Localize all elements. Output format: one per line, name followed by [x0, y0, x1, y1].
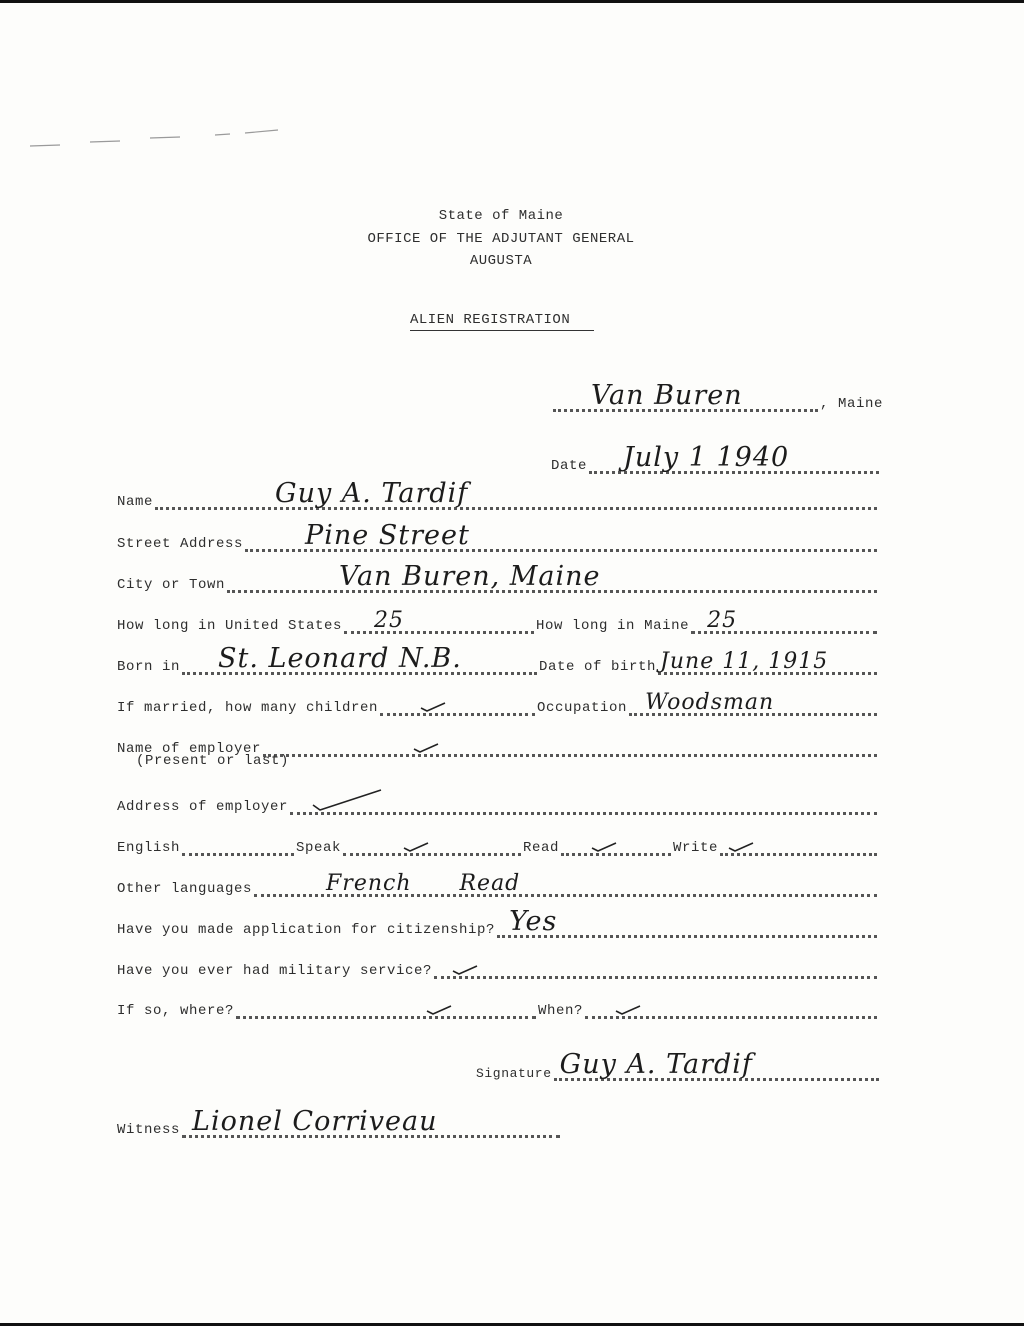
- street-handwritten: Pine Street: [305, 520, 470, 551]
- signature-handwritten: Guy A. Tardif: [559, 1049, 753, 1080]
- where-label: If so, where?: [117, 1003, 235, 1019]
- scan-artifact-marks: [30, 128, 280, 148]
- children-label: If married, how many children: [117, 700, 379, 716]
- read-label: Read: [523, 840, 560, 856]
- born-in-field[interactable]: [182, 643, 537, 675]
- checkmark-icon: [728, 842, 754, 852]
- english-label: English: [117, 840, 181, 856]
- us-duration-handwritten: 25: [374, 608, 405, 633]
- date-row: [551, 442, 881, 474]
- city-handwritten: Van Buren, Maine: [339, 561, 601, 592]
- witness-handwritten: Lionel Corriveau: [192, 1106, 438, 1137]
- occupation-handwritten: Woodsman: [645, 690, 775, 715]
- citizenship-row: [117, 906, 879, 938]
- place-row: [553, 380, 883, 412]
- name-handwritten: Guy A. Tardif: [275, 478, 469, 509]
- citizenship-field[interactable]: [497, 906, 877, 938]
- born-in-handwritten: St. Leonard N.B.: [218, 643, 462, 674]
- military-row: [117, 953, 879, 979]
- checkmark-icon: [452, 965, 478, 975]
- write-label: Write: [673, 840, 719, 856]
- witness-row: [117, 1106, 562, 1138]
- residency-row: [117, 608, 879, 634]
- place-field[interactable]: [553, 380, 818, 412]
- languages-field[interactable]: [254, 871, 877, 897]
- citizenship-handwritten: Yes: [509, 906, 558, 937]
- english-row: [117, 830, 879, 856]
- checkmark-icon: [312, 789, 382, 811]
- employer-field[interactable]: [263, 738, 877, 757]
- witness-field[interactable]: [182, 1106, 560, 1138]
- name-label: Name: [117, 494, 154, 510]
- employer-address-label: Address of employer: [117, 799, 289, 815]
- signature-label: Signature: [476, 1066, 552, 1081]
- name-field[interactable]: [155, 478, 877, 510]
- city-field[interactable]: [227, 561, 877, 593]
- read-field[interactable]: [561, 837, 671, 856]
- speak-label: Speak: [296, 840, 342, 856]
- checkmark-icon: [615, 1005, 641, 1015]
- where-field[interactable]: [236, 1000, 536, 1019]
- citizenship-label: Have you made application for citizenship?: [117, 922, 496, 938]
- signature-field[interactable]: [554, 1049, 879, 1081]
- city-row: [117, 561, 879, 593]
- when-field[interactable]: [585, 1000, 877, 1019]
- witness-label: Witness: [117, 1122, 181, 1138]
- form-title: ALIEN REGISTRATION: [410, 312, 571, 328]
- service-details-row: [117, 993, 879, 1019]
- header-state: State of Maine: [438, 208, 564, 224]
- date-handwritten: July 1 1940: [623, 442, 790, 473]
- name-row: [117, 478, 879, 510]
- city-label: City or Town: [117, 577, 226, 593]
- occupation-label: Occupation: [537, 700, 628, 716]
- languages-row: [117, 871, 879, 897]
- birth-date-label: Date of birth: [539, 659, 657, 675]
- languages-handwritten: French Read: [326, 871, 521, 896]
- birth-date-field[interactable]: [658, 649, 877, 675]
- title-underline: [410, 330, 594, 331]
- maine-duration-handwritten: 25: [707, 608, 738, 633]
- occupation-field[interactable]: [629, 690, 877, 716]
- street-label: Street Address: [117, 536, 244, 552]
- birth-date-handwritten: June 11, 1915: [660, 649, 829, 674]
- employer-sublabel: (Present or last): [136, 753, 290, 769]
- header-city: AUGUSTA: [469, 253, 533, 269]
- header-office: OFFICE OF THE ADJUTANT GENERAL: [367, 231, 635, 247]
- checkmark-icon: [403, 842, 429, 852]
- place-handwritten: Van Buren: [591, 380, 743, 411]
- write-field[interactable]: [720, 837, 877, 856]
- scan-border-top: [0, 0, 1024, 3]
- us-duration-label: How long in United States: [117, 618, 343, 634]
- checkmark-icon: [591, 842, 617, 852]
- street-field[interactable]: [245, 520, 877, 552]
- speak-field[interactable]: [343, 837, 521, 856]
- maine-duration-label: How long in Maine: [536, 618, 690, 634]
- english-dots: [182, 837, 294, 856]
- signature-row: [476, 1049, 881, 1081]
- birth-row: [117, 643, 879, 675]
- when-label: When?: [538, 1003, 584, 1019]
- checkmark-icon: [420, 702, 446, 712]
- military-field[interactable]: [434, 960, 877, 979]
- military-label: Have you ever had military service?: [117, 963, 433, 979]
- children-field[interactable]: [380, 697, 535, 716]
- born-in-label: Born in: [117, 659, 181, 675]
- languages-label: Other languages: [117, 881, 253, 897]
- checkmark-icon: [413, 743, 439, 753]
- maine-duration-field[interactable]: [691, 608, 877, 634]
- employer-address-field[interactable]: [290, 796, 877, 815]
- date-field[interactable]: [589, 442, 879, 474]
- children-row: [117, 690, 879, 716]
- us-duration-field[interactable]: [344, 608, 534, 634]
- street-row: [117, 520, 879, 552]
- employer-address-row: [117, 789, 879, 815]
- date-label: Date: [551, 458, 588, 474]
- checkmark-icon: [426, 1005, 452, 1015]
- employer-label: Name of employer: [117, 741, 262, 757]
- place-suffix: , Maine: [819, 396, 883, 412]
